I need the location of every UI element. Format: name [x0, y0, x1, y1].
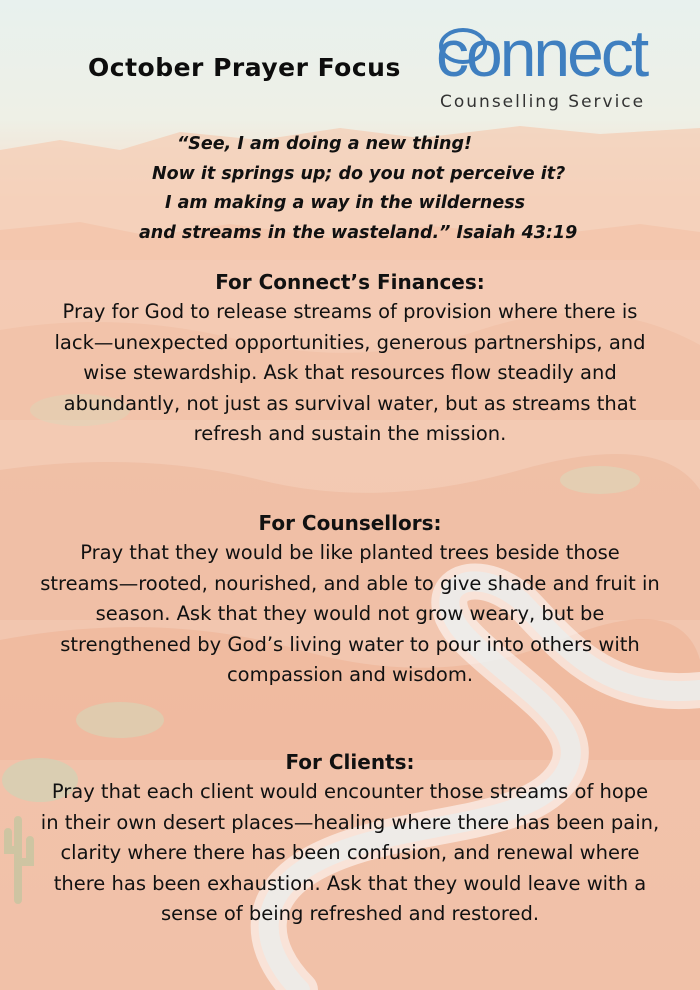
section-body: Pray that each client would encounter those streams of hope in their own desert places—healing where there has been pain, clarity where there has been confusion, and renewal where there has been exhaustion. Ask that they would leave with a sense of being refreshed and restored. — [40, 780, 660, 925]
verse-line: Now it springs up; do you not perceive it? — [152, 163, 566, 184]
section-finances — [40, 268, 660, 450]
scripture-verse — [0, 130, 700, 248]
section-clients — [40, 748, 660, 930]
verse-line: I am making a way in the wilderness — [165, 193, 526, 213]
connect-logo — [436, 16, 668, 116]
section-body: Pray for God to release streams of provision where there is lack—unexpected opportunities, generous partnerships, and wise stewardship. Ask that resources flow steadily and abundantly, not just as survival water, but as streams that refresh and sustain the mission. — [54, 300, 646, 445]
logo-subtitle: Counselling Service — [440, 92, 646, 112]
page-title: October Prayer Focus — [88, 53, 401, 82]
section-heading: For Clients: — [285, 750, 415, 774]
logo-wordmark: connect — [436, 16, 647, 90]
verse-line: and streams in the wasteland.” Isaiah 43:19 — [139, 222, 578, 243]
section-heading: For Connect’s Finances: — [215, 270, 485, 294]
section-body: Pray that they would be like planted trees beside those streams—rooted, nourished, and able to give shade and fruit in season. Ask that they would not grow weary, but be strengthened by God’s living water to pour into others with compassion and wisdom. — [40, 541, 660, 686]
section-counsellors — [40, 509, 660, 691]
verse-line: “See, I am doing a new thing! — [177, 134, 472, 154]
section-heading: For Counsellors: — [258, 511, 442, 535]
